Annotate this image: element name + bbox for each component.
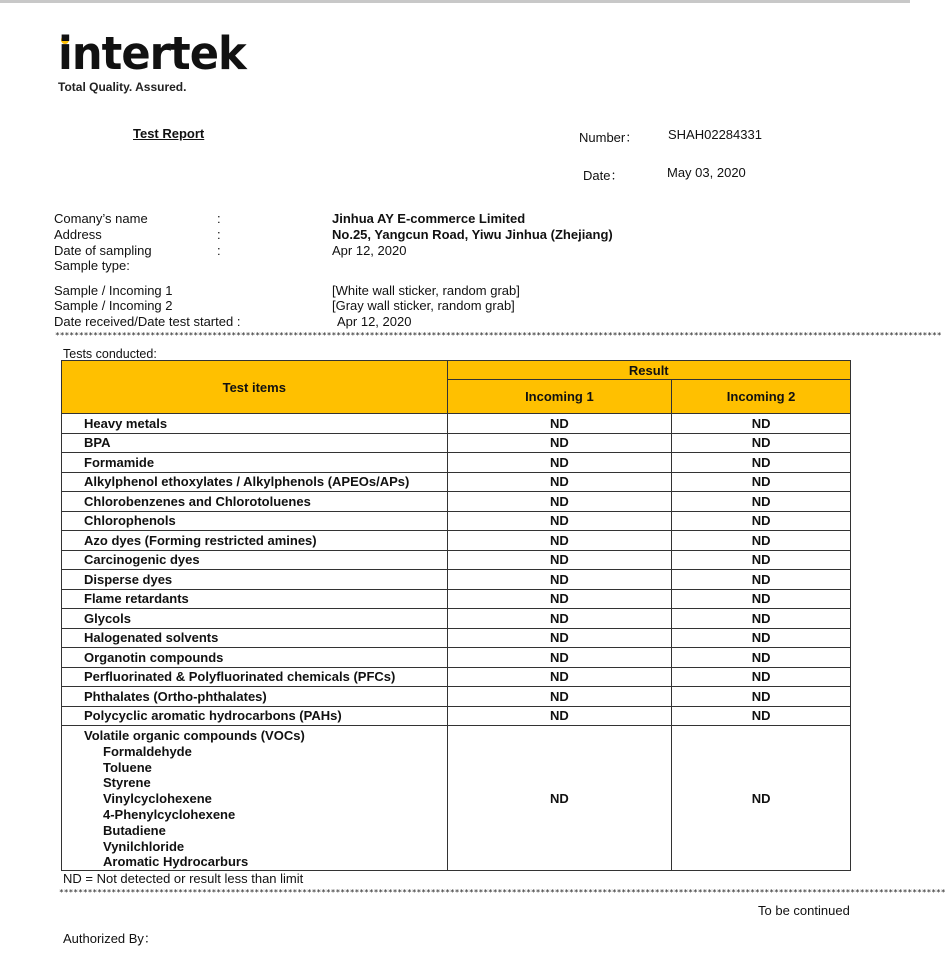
- logo-tagline: Total Quality. Assured.: [58, 80, 187, 94]
- address-label: Address: [54, 227, 102, 242]
- incoming-1-result: ND: [447, 648, 672, 668]
- incoming-2-result: ND: [672, 589, 851, 609]
- test-item-name: Phthalates (Ortho-phthalates): [62, 687, 448, 707]
- test-item-name: Disperse dyes: [62, 570, 448, 590]
- results-table: [61, 360, 851, 871]
- test-item-name: Chlorophenols: [62, 511, 448, 531]
- incoming-2-result: ND: [672, 433, 851, 453]
- table-row: [62, 667, 851, 687]
- incoming-2-result: ND: [672, 628, 851, 648]
- incoming-1-result: ND: [447, 472, 672, 492]
- table-row: [62, 453, 851, 473]
- table-row: [62, 687, 851, 707]
- voc-subitem: Toluene: [103, 759, 152, 775]
- voc-subitem: Vynilchloride: [103, 838, 185, 854]
- results-body: [62, 414, 851, 726]
- incoming-1-result: ND: [447, 433, 672, 453]
- incoming-1-result: ND: [447, 550, 672, 570]
- table-row: [62, 433, 851, 453]
- voc-subitem: 4-Phenylcyclohexene: [103, 806, 236, 822]
- test-item-name: Heavy metals: [62, 414, 448, 434]
- voc-row: [62, 726, 851, 871]
- test-item-name: Alkylphenol ethoxylates / Alkylphenols (APEOs/APs): [62, 472, 448, 492]
- table-row: [62, 648, 851, 668]
- incoming-2-result: ND: [672, 453, 851, 473]
- table-row: [62, 570, 851, 590]
- test-item-name: Carcinogenic dyes: [62, 550, 448, 570]
- incoming-1-result: ND: [447, 511, 672, 531]
- date-received-label: Date received/Date test started :: [54, 314, 241, 329]
- header-test-items: Test items: [62, 361, 448, 414]
- sample-2-label: Sample / Incoming 2: [54, 298, 173, 313]
- incoming-2-result: ND: [672, 667, 851, 687]
- incoming-2-result: ND: [672, 414, 851, 434]
- test-item-name: Formamide: [62, 453, 448, 473]
- test-item-name: Organotin compounds: [62, 648, 448, 668]
- table-row: [62, 492, 851, 512]
- incoming-2-result: ND: [672, 492, 851, 512]
- incoming-2-result: ND: [672, 609, 851, 629]
- table-row: [62, 550, 851, 570]
- voc-subitem: Butadiene: [103, 822, 166, 838]
- test-item-name: Perfluorinated & Polyfluorinated chemicals (PFCs): [62, 667, 448, 687]
- logo-wordmark: intertek: [58, 27, 246, 80]
- separator-top: ******************************************************************************************************************************************************************************************: [55, 331, 942, 340]
- company-name-value: Jinhua AY E-commerce Limited: [332, 211, 526, 226]
- incoming-2-result: ND: [672, 687, 851, 707]
- voc-incoming-1: ND: [447, 726, 672, 871]
- incoming-1-result: ND: [447, 706, 672, 726]
- incoming-2-result: ND: [672, 648, 851, 668]
- colon: :: [217, 227, 221, 242]
- voc-subitem: Formaldehyde: [103, 743, 192, 759]
- incoming-1-result: ND: [447, 687, 672, 707]
- incoming-1-result: ND: [447, 589, 672, 609]
- voc-subitem: Aromatic Hydrocarburs: [103, 854, 249, 870]
- table-row: [62, 414, 851, 434]
- separator-bottom: ******************************************************************************************************************************************************************************************: [59, 888, 946, 897]
- voc-subitem: Styrene: [103, 775, 151, 791]
- incoming-2-result: ND: [672, 706, 851, 726]
- colon: :: [217, 211, 221, 226]
- intertek-logo: [58, 27, 254, 94]
- date-value: May 03, 2020: [667, 165, 746, 180]
- header-incoming-1: Incoming 1: [447, 380, 672, 414]
- page-top-border: [0, 0, 910, 3]
- test-item-name: Halogenated solvents: [62, 628, 448, 648]
- incoming-1-result: ND: [447, 492, 672, 512]
- incoming-1-result: ND: [447, 531, 672, 551]
- voc-incoming-2: ND: [672, 726, 851, 871]
- incoming-1-result: ND: [447, 414, 672, 434]
- sampling-date-value: Apr 12, 2020: [332, 243, 407, 258]
- header-result: Result: [447, 361, 850, 380]
- authorized-by: Authorized By：: [63, 931, 157, 946]
- tests-conducted-label: Tests conducted:: [63, 347, 157, 361]
- table-row: [62, 511, 851, 531]
- number-label: Number：: [579, 130, 639, 145]
- incoming-2-result: ND: [672, 472, 851, 492]
- number-value: SHAH02284331: [668, 127, 762, 142]
- date-received-value: Apr 12, 2020: [337, 314, 412, 329]
- test-item-name: Glycols: [62, 609, 448, 629]
- incoming-1-result: ND: [447, 667, 672, 687]
- table-row: [62, 609, 851, 629]
- header-incoming-2: Incoming 2: [672, 380, 851, 414]
- table-row: [62, 628, 851, 648]
- company-name-label: Comany’s name: [54, 211, 148, 226]
- sampling-date-label: Date of sampling: [54, 243, 152, 258]
- test-item-name: Polycyclic aromatic hydrocarbons (PAHs): [62, 706, 448, 726]
- test-item-name: Chlorobenzenes and Chlorotoluenes: [62, 492, 448, 512]
- incoming-2-result: ND: [672, 511, 851, 531]
- to-be-continued: To be continued: [758, 903, 850, 918]
- address-value: No.25, Yangcun Road, Yiwu Jinhua (Zhejiang): [332, 227, 613, 242]
- sample-1-label: Sample / Incoming 1: [54, 283, 173, 298]
- sample-1-value: [White wall sticker, random grab]: [332, 283, 520, 298]
- incoming-2-result: ND: [672, 531, 851, 551]
- incoming-1-result: ND: [447, 570, 672, 590]
- test-item-name: Flame retardants: [62, 589, 448, 609]
- table-row: [62, 531, 851, 551]
- voc-item: Volatile organic compounds (VOCs): [84, 728, 305, 743]
- incoming-1-result: ND: [447, 609, 672, 629]
- test-item-name: BPA: [62, 433, 448, 453]
- voc-cell: [62, 726, 448, 871]
- incoming-1-result: ND: [447, 628, 672, 648]
- incoming-2-result: ND: [672, 550, 851, 570]
- report-title: Test Report: [133, 126, 205, 141]
- colon: :: [217, 243, 221, 258]
- table-row: [62, 589, 851, 609]
- footnote: ND = Not detected or result less than limit: [63, 871, 304, 886]
- incoming-1-result: ND: [447, 453, 672, 473]
- sample-type-label: Sample type:: [54, 258, 130, 273]
- table-row: [62, 706, 851, 726]
- test-item-name: Azo dyes (Forming restricted amines): [62, 531, 448, 551]
- table-row: [62, 472, 851, 492]
- voc-subitem: Vinylcyclohexene: [103, 791, 212, 807]
- sample-2-value: [Gray wall sticker, random grab]: [332, 298, 515, 313]
- date-label: Date：: [583, 168, 624, 183]
- incoming-2-result: ND: [672, 570, 851, 590]
